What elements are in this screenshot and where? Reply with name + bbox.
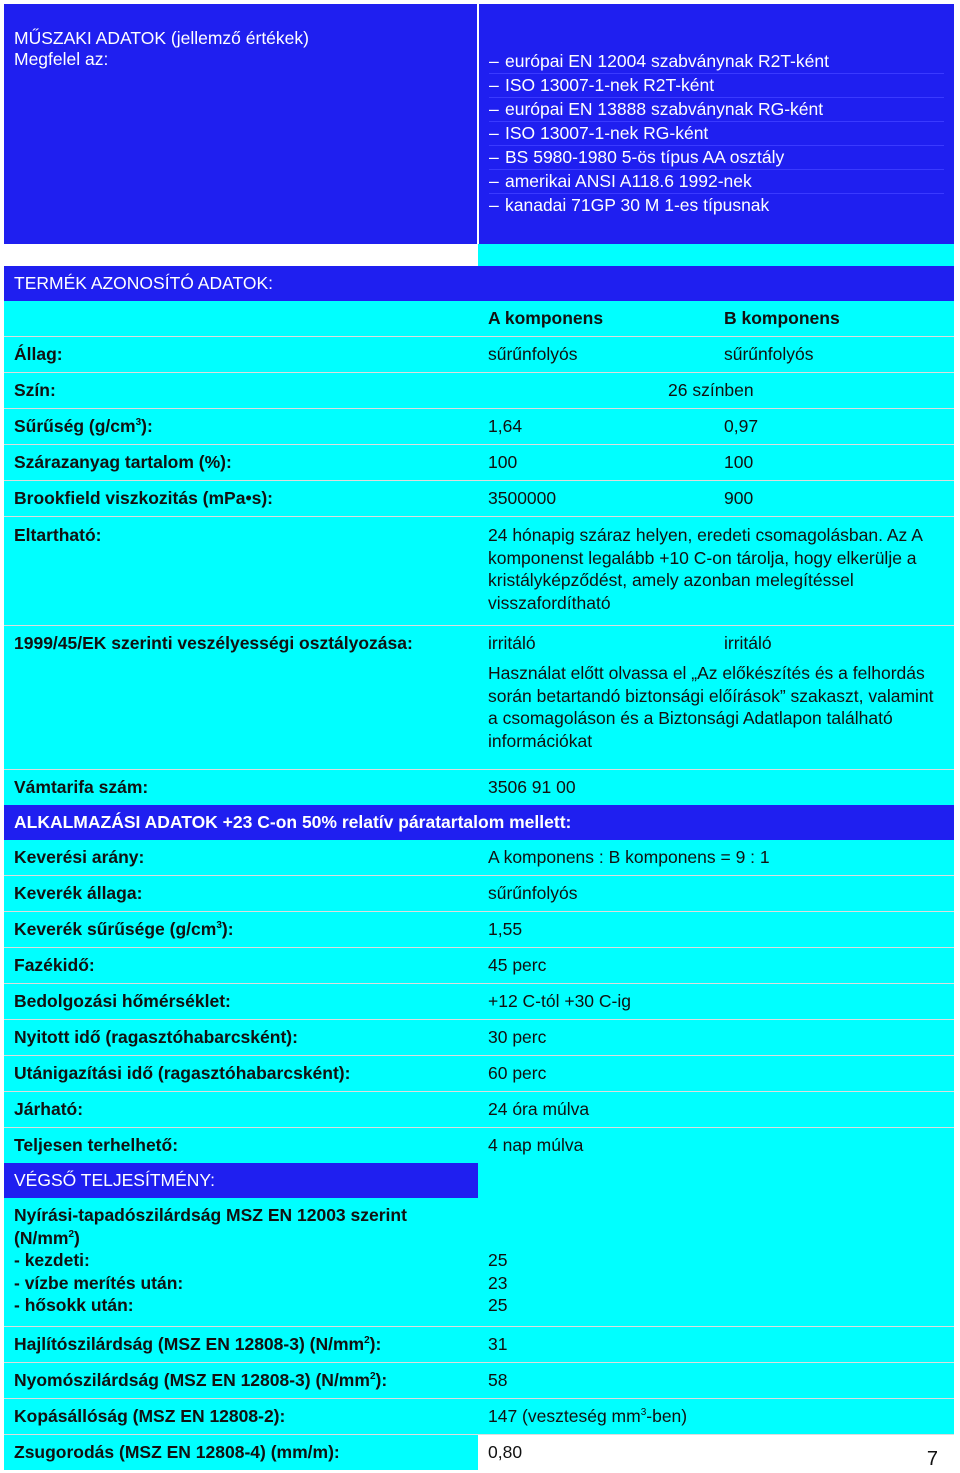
list-item: – BS 5980-1980 5-ös típus AA osztály [489, 146, 944, 170]
density-label: Sűrűség $(g/cm^3)$: [4, 409, 478, 445]
shear-values: 25 23 25 [478, 1198, 954, 1327]
header-subtitle: Megfelel az: [14, 49, 109, 69]
storage-label: Eltartható: [4, 517, 478, 626]
hazard-b: irritáló [724, 633, 772, 653]
identification-title: TERMÉK AZONOSÍTÓ ADATOK: [4, 266, 954, 301]
abrasion-label: Kopásállóság (MSZ EN 12808-2): [4, 1399, 478, 1435]
density-b: 0,97 [724, 416, 759, 436]
app-value: 4 nap múlva [478, 1128, 954, 1164]
comp-label: Nyomószilárdság (MSZ EN 12808-3) $(N/mm^2)$: [4, 1363, 478, 1399]
app-value: sűrűnfolyós [478, 876, 954, 912]
app-value: 1,55 [478, 912, 954, 948]
application-title: ALKALMAZÁSI ADATOK +23 C-on 50% relatív páratartalom mellett: [4, 805, 954, 840]
dry-a: 100 [488, 452, 518, 472]
flex-label: Hajlítószilárdság (MSZ EN 12808-3) $(N/mm^2)$: [4, 1327, 478, 1363]
consistency-b: sűrűnfolyós [724, 344, 814, 364]
safety-note: Használat előtt olvassa el „Az előkészítés és a felhordás során betartandó biztonsági előírások” szakaszt, valamint a csomagoláson és a Biztonsági Adatlapon található információkat [478, 661, 954, 770]
viscosity-a: 3500000 [488, 488, 557, 508]
app-value: 60 perc [478, 1056, 954, 1092]
storage-value: 24 hónapig száraz helyen, eredeti csomagolásban. Az A komponenst legalább +10 C-on tárolja, hogy elkerülje a kristályképződést, amely azonban melegítéssel visszafordítható [478, 517, 954, 626]
color-value: 26 színben [668, 380, 754, 400]
list-item: – ISO 13007-1-nek R2T-ként [489, 74, 944, 98]
dry-label: Szárazanyag tartalom (%): [4, 445, 478, 481]
app-label: Járható: [4, 1092, 478, 1128]
header-block [4, 4, 954, 244]
app-label: Utánigazítási idő (ragasztóhabarcsként): [4, 1056, 478, 1092]
app-label: Bedolgozási hőmérséklet: [4, 984, 478, 1020]
flex-value: 31 [478, 1327, 954, 1363]
col-b-header: B komponens [724, 308, 840, 328]
app-value: 24 óra múlva [478, 1092, 954, 1128]
hazard-a: irritáló [488, 633, 536, 653]
app-value: 30 perc [478, 1020, 954, 1056]
standards-list [489, 50, 944, 217]
app-label: Keverék állaga: [4, 876, 478, 912]
consistency-label: Állag: [4, 337, 478, 373]
density-a: 1,64 [488, 416, 523, 436]
shrink-label: Zsugorodás (MSZ EN 12808-4) (mm/m): [4, 1435, 478, 1471]
col-a-header: A komponens [488, 308, 604, 328]
list-item: – európai EN 13888 szabványnak RG-ként [489, 98, 944, 122]
color-label: Szín: [4, 373, 478, 409]
header-title: MŰSZAKI ADATOK (jellemző értékek) [14, 28, 309, 48]
datasheet-page [4, 4, 954, 1470]
header-left [4, 4, 478, 244]
list-item: – ISO 13007-1-nek RG-ként [489, 122, 944, 146]
app-value: +12 C-tól +30 C-ig [478, 984, 954, 1020]
customs-value: 3506 91 00 [478, 770, 954, 806]
page-number: 7 [926, 1448, 938, 1470]
header-right [478, 4, 954, 244]
tech-data-table [4, 4, 954, 1470]
list-item: – amerikai ANSI A118.6 1992-nek [489, 170, 944, 194]
app-label: Fazékidő: [4, 948, 478, 984]
app-label: Teljesen terhelhető: [4, 1128, 478, 1164]
viscosity-b: 900 [724, 488, 754, 508]
comp-value: 58 [478, 1363, 954, 1399]
app-label: Nyitott idő (ragasztóhabarcsként): [4, 1020, 478, 1056]
app-label: Keverék sűrűsége $(g/cm^3)$: [4, 912, 478, 948]
list-item: – kanadai 71GP 30 M 1-es típusnak [489, 195, 770, 215]
customs-label: Vámtarifa szám: [4, 770, 478, 806]
viscosity-label: Brookfield viszkozitás (mPa•s): [4, 481, 478, 517]
abrasion-value: 147 (veszteség $mm^3-ben$) [478, 1399, 954, 1435]
shrink-value: 0,80 [478, 1435, 954, 1471]
app-value: A komponens : B komponens = 9 : 1 [478, 840, 954, 876]
consistency-a: sűrűnfolyós [488, 344, 578, 364]
shear-label: Nyírási-tapadószilárdság MSZ EN 12003 szerint $(N/mm^2)$ - kezdeti: - vízbe merítés után: - hősokk után: [4, 1198, 478, 1327]
list-item: – európai EN 12004 szabványnak R2T-ként [489, 50, 944, 74]
app-label: Keverési arány: [4, 840, 478, 876]
dry-b: 100 [724, 452, 754, 472]
hazard-label: 1999/45/EK szerinti veszélyességi osztályozása: [4, 626, 478, 662]
performance-title: VÉGSŐ TELJESÍTMÉNY: [4, 1163, 478, 1198]
app-value: 45 perc [478, 948, 954, 984]
